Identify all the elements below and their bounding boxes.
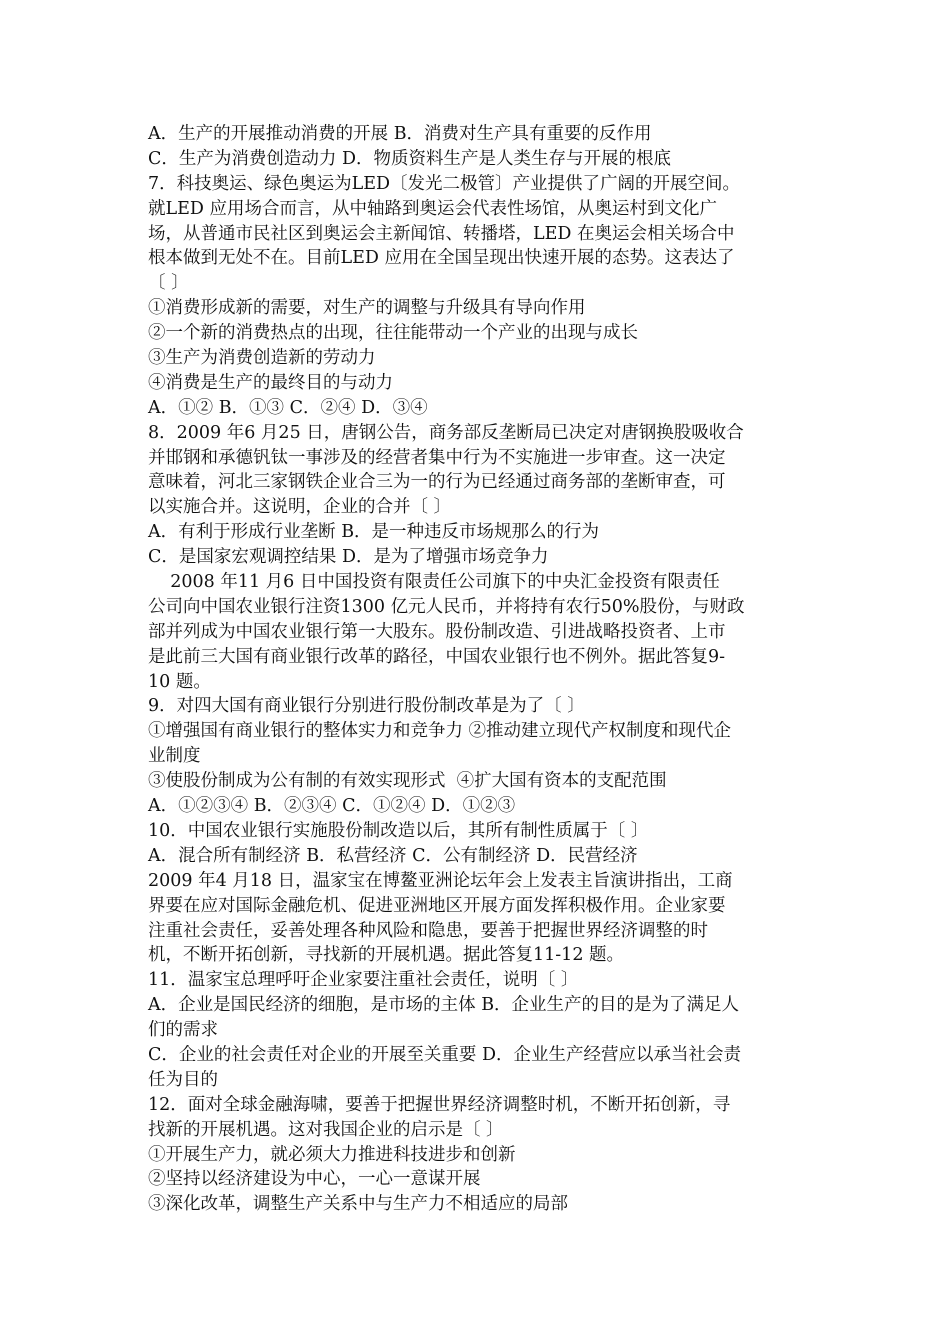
question-12-statement: ②坚持以经济建设为中心，一心一意谋开展 (148, 1169, 481, 1190)
question-7-text: 根本做到无处不在。目前LED 应用在全国呈现出快速开展的态势。这表达了 (148, 248, 735, 269)
material-9-10: 10 题。 (148, 671, 211, 692)
question-8-text: 并邯钢和承德钒钛一事涉及的经营者集中行为不实施进一步审查。这一决定 (148, 447, 726, 468)
question-7-statement: ②一个新的消费热点的出现，往往能带动一个产业的出现与成长 (148, 323, 638, 344)
material-11-12: 界要在应对国际金融危机、促进亚洲地区开展方面发挥积极作用。企业家要 (148, 895, 726, 916)
question-9-statement: ①增强国有商业银行的整体实力和竞争力 ②推动建立现代产权制度和现代企 (148, 721, 732, 742)
material-9-10: 部并列成为中国农业银行第一大股东。股份制改造、引进战略投资者、上市 (148, 621, 726, 642)
question-12-text: 找新的开展机遇。这对我国企业的启示是〔 〕 (148, 1119, 504, 1140)
question-7-text: 〔 〕 (148, 273, 189, 294)
question-11-options: 们的需求 (148, 1020, 218, 1041)
question-10-text: 10．中国农业银行实施股份制改造以后，其所有制性质属于〔 〕 (148, 820, 649, 841)
question-7-statement: ④消费是生产的最终目的与动力 (148, 372, 393, 393)
question-9-options: A．①②③④ B．②③④ C．①②④ D．①②③ (148, 796, 516, 817)
option-line-6cd: C．生产为消费创造动力 D．物质资料生产是人类生存与开展的根底 (148, 148, 671, 169)
question-8-options: A．有利于形成行业垄断 B．是一种违反市场规那么的行为 (148, 522, 600, 543)
material-11-12: 2009 年4 月18 日，温家宝在博鳌亚洲论坛年会上发表主旨演讲指出，工商 (148, 870, 733, 891)
material-9-10: 公司向中国农业银行注资1300 亿元人民币，并将持有农行50%股份，与财政 (148, 596, 745, 617)
material-9-10: 是此前三大国有商业银行改革的路径，中国农业银行也不例外。据此答复9- (148, 646, 726, 667)
question-12-statement: ③深化改革，调整生产关系中与生产力不相适应的局部 (148, 1194, 568, 1215)
question-7-text: 就LED 应用场合而言，从中轴路到奥运会代表性场馆，从奥运村到文化广 (148, 198, 717, 219)
question-7-statement: ①消费形成新的需要，对生产的调整与升级具有导向作用 (148, 298, 586, 319)
question-8-text: 意味着，河北三家钢铁企业合三为一的行为已经通过商务部的垄断审查，可 (148, 472, 726, 493)
material-11-12: 机，不断开拓创新，寻找新的开展机遇。据此答复11-12 题。 (148, 945, 625, 966)
material-9-10: 2008 年11 月6 日中国投资有限责任公司旗下的中央汇金投资有限责任 (148, 572, 720, 593)
question-9-statement: 业制度 (148, 746, 201, 767)
question-7-options: A．①② B．①③ C．②④ D．③④ (148, 397, 428, 418)
question-12-statement: ①开展生产力，就必须大力推进科技进步和创新 (148, 1144, 516, 1165)
question-7-statement: ③生产为消费创造新的劳动力 (148, 348, 376, 369)
question-8-options: C．是国家宏观调控结果 D．是为了增强市场竞争力 (148, 547, 549, 568)
material-11-12: 注重社会责任，妥善处理各种风险和隐患，要善于把握世界经济调整的时 (148, 920, 708, 941)
option-line-6ab: A．生产的开展推动消费的开展 B．消费对生产具有重要的反作用 (148, 124, 652, 144)
question-9-statement: ③使股份制成为公有制的有效实现形式 ④扩大国有资本的支配范围 (148, 771, 667, 792)
question-8-text: 以实施合并。这说明，企业的合并〔 〕 (148, 497, 452, 518)
question-10-options: A．混合所有制经济 B．私营经济 C．公有制经济 D．民营经济 (148, 845, 638, 866)
document-page (148, 122, 808, 1217)
question-7-text: 场，从普通市民社区到奥运会主新闻馆、转播塔，LED 在奥运会相关场合中 (148, 223, 735, 244)
question-11-options: C．企业的社会责任对企业的开展至关重要 D．企业生产经营应以承当社会责 (148, 1044, 741, 1065)
question-11-options: 任为目的 (148, 1069, 218, 1090)
question-12-text: 12．面对全球金融海啸，要善于把握世界经济调整时机，不断开拓创新，寻 (148, 1094, 731, 1115)
question-11-options: A．企业是国民经济的细胞，是市场的主体 B．企业生产的目的是为了满足人 (148, 995, 740, 1016)
question-7-text: 7．科技奥运、绿色奥运为LED〔发光二极管〕产业提供了广阔的开展空间。 (148, 173, 741, 194)
question-11-text: 11．温家宝总理呼吁企业家要注重社会责任，说明〔 〕 (148, 970, 579, 991)
question-8-text: 8．2009 年6 月25 日，唐钢公告，商务部反垄断局已决定对唐钢换股吸收合 (148, 422, 744, 443)
question-9-text: 9．对四大国有商业银行分别进行股份制改革是为了〔 〕 (148, 696, 585, 717)
